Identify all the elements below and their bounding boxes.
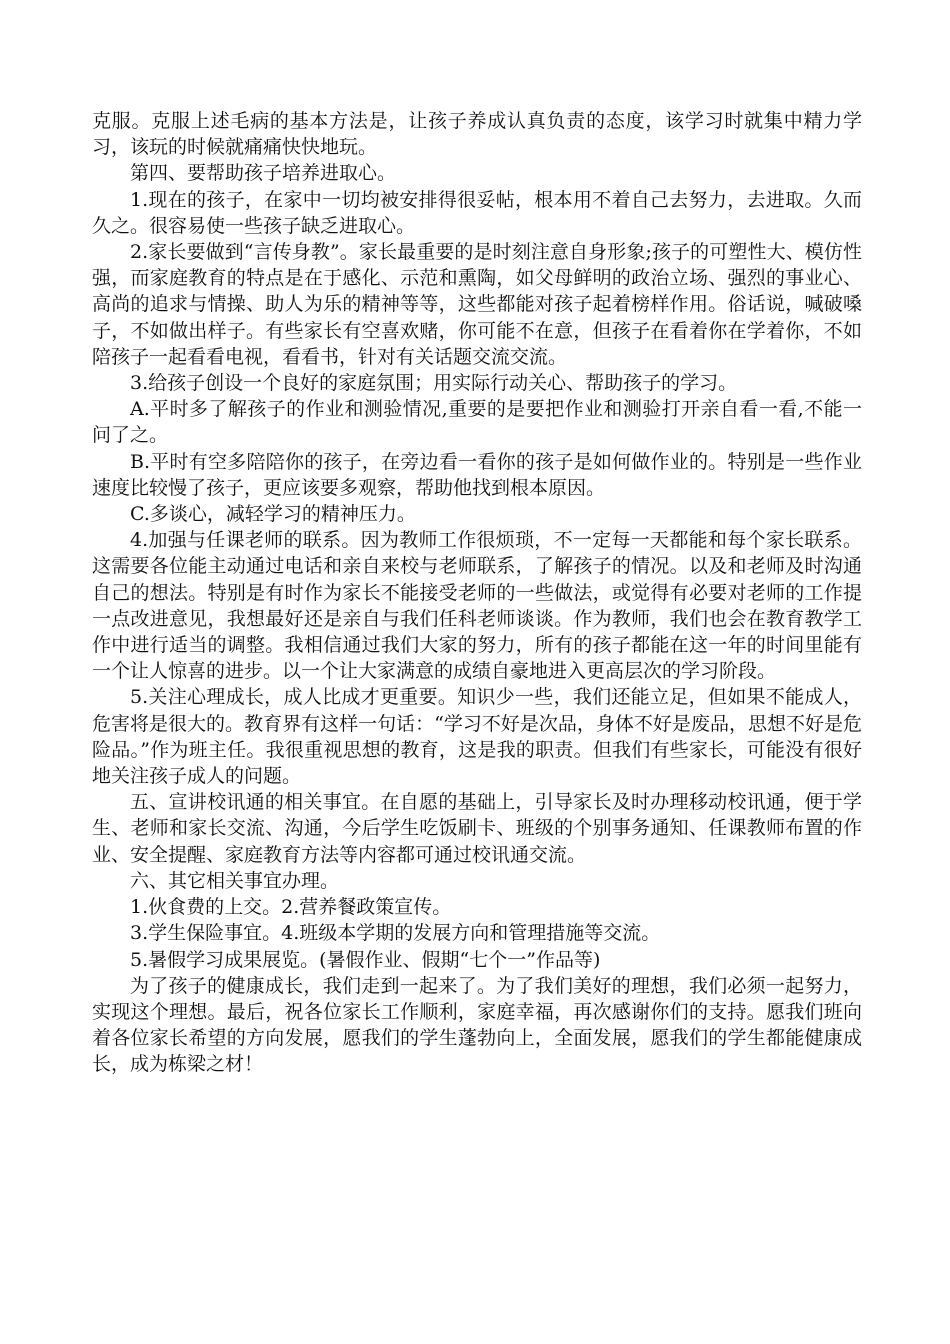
- list-line-2: 3.学生保险事宜。4.班级本学期的发展方向和管理措施等交流。: [130, 922, 661, 945]
- paragraph-item-a: A.平时多了解孩子的作业和测验情况,重要的是要把作业和测验打开亲自看一看,不能一问了之。: [92, 398, 862, 447]
- paragraph-item-4: 4.加强与任课老师的联系。因为教师工作很烦琐，不一定每一天都能和每个家长联系。这需要各位能主动通过电话和亲自来校与老师联系，了解孩子的情况。以及和老师及时沟通自己的想法。特别是有时作为家长不能接受老师的一些做法，或觉得有必要对老师的工作提一点改进意见，我想最好还是亲自与我们任科老师谈谈。作为教师，我们也会在教育教学工作中进行适当的调整。我相信通过我们大家的努力，所有的孩子都能在这一年的时间里能有一个让人惊喜的进步。以一个让大家满意的成绩自豪地进入更高层次的学习阶段。: [92, 529, 862, 683]
- paragraph-item-b: B.平时有空多陪陪你的孩子，在旁边看一看你的孩子是如何做作业的。特别是一些作业速度比较慢了孩子，更应该要多观察，帮助他找到根本原因。: [92, 450, 862, 499]
- paragraph-item-c: C.多谈心，减轻学习的精神压力。: [130, 503, 416, 526]
- list-line-1: 1.伙食费的上交。2.营养餐政策宣传。: [130, 896, 452, 919]
- paragraph-item-3: 3.给孩子创设一个良好的家庭氛围；用实际行动关心、帮助孩子的学习。: [130, 372, 738, 395]
- paragraph-item-2: 2.家长要做到“言传身教”。家长最重要的是时刻注意自身形象;孩子的可塑性大、模仿性强，而家庭教育的特点是在于感化、示范和熏陶，如父母鲜明的政治立场、强烈的事业心、高尚的追求与情操、助人为乐的精神等等，这些都能对孩子起着榜样作用。俗话说，喊破嗓子，不如做出样子。有些家长有空喜欢赌，你可能不在意，但孩子在看着你在学着你，不如陪孩子一起看看电视，看看书，针对有关话题交流交流。: [92, 241, 862, 368]
- closing-paragraph: 为了孩子的健康成长，我们走到一起来了。为了我们美好的理想，我们必须一起努力，实现这个理想。最后，祝各位家长工作顺利，家庭幸福，再次感谢你们的支持。愿我们班向着各位家长希望的方向发展，愿我们的学生蓬勃向上，全面发展，愿我们的学生都能健康成长，成为栋梁之材！: [92, 974, 862, 1076]
- paragraph-continuation: 克服。克服上述毛病的基本方法是，让孩子养成认真负责的态度，该学习时就集中精力学习，该玩的时候就痛痛快快地玩。: [92, 110, 862, 159]
- list-line-3: 5.暑假学习成果展览。(暑假作业、假期“七个一”作品等): [130, 948, 601, 971]
- section-heading-6: 六、其它相关事宜办理。: [130, 869, 340, 892]
- paragraph-item-5: 5.关注心理成长，成人比成才更重要。知识少一些，我们还能立足，但如果不能成人，危害将是很大的。教育界有这样一句话：“学习不好是次品，身体不好是废品，思想不好是危险品。”作为班主任。我很重视思想的教育，这是我的职责。但我们有些家长，可能没有很好地关注孩子成人的问题。: [92, 686, 862, 788]
- document-body: [92, 108, 862, 1078]
- paragraph-item-1: 1.现在的孩子，在家中一切均被安排得很妥帖，根本用不着自己去努力，去进取。久而久之。很容易使一些孩子缺乏进取心。: [92, 188, 862, 237]
- section-heading-5: 五、宣讲校讯通的相关事宜。在自愿的基础上，引导家长及时办理移动校讯通，便于学生、老师和家长交流、沟通，今后学生吃饭刷卡、班级的个别事务通知、任课教师布置的作业、安全提醒、家庭教育方法等内容都可通过校讯通交流。: [92, 791, 862, 866]
- section-heading-4: 第四、要帮助孩子培养进取心。: [130, 162, 397, 185]
